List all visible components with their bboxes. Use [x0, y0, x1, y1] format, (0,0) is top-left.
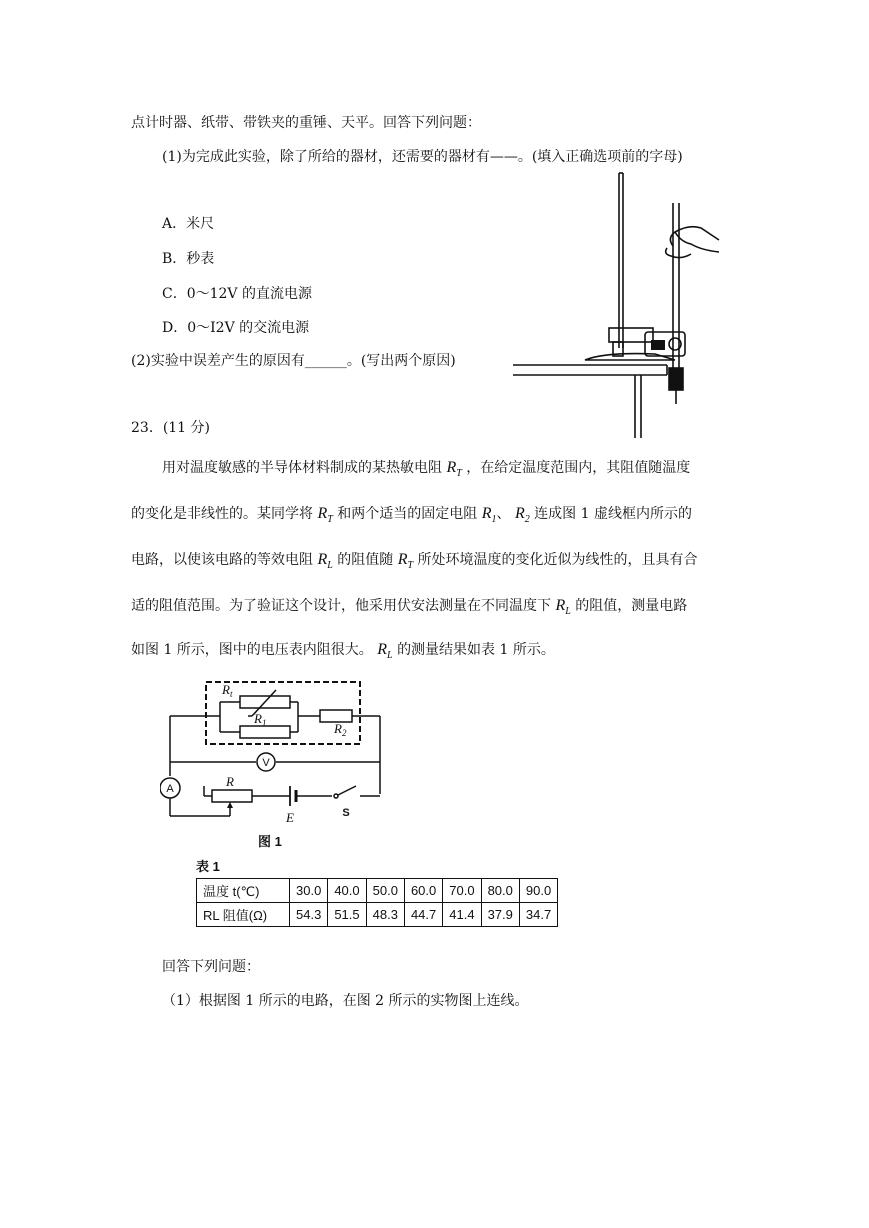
text: 如图 1 所示，图中的电压表内阻很大。 [131, 642, 373, 658]
table-cell: 48.3 [366, 903, 404, 927]
table-row [197, 903, 558, 927]
text: 电路，以使该电路的等效电阻 [131, 552, 313, 568]
text: 的测量结果如表 1 所示。 [397, 642, 555, 658]
symbol-rt: $R_T$ [397, 551, 414, 572]
table-cell: 80.0 [481, 879, 519, 903]
table-1 [196, 878, 558, 927]
para-line-4 [131, 597, 687, 621]
para-line-1 [162, 459, 690, 483]
question-23-heading: 23．(11 分) [131, 420, 211, 436]
symbol-rt: $R_T$ [446, 459, 462, 480]
sub-question-1: （1）根据图 1 所示的电路，在图 2 所示的实物图上连线。 [162, 993, 529, 1009]
table-cell: 50.0 [366, 879, 404, 903]
table-cell: 34.7 [519, 903, 557, 927]
question-1-text: (1)为完成此实验，除了所给的器材，还需要的器材有——。(填入正确选项前的字母) [162, 149, 683, 165]
symbol-rl: $R_L$ [317, 551, 333, 572]
text: 连成图 1 虚线框内所示的 [534, 506, 692, 522]
text: ，在给定温度范围内，其阻值随温度 [466, 460, 691, 476]
symbol-r1: $R_1$ [481, 505, 497, 526]
text: 的阻值随 [337, 552, 394, 568]
table-row [197, 879, 558, 903]
voltmeter-label: V [262, 757, 270, 769]
table-cell: 90.0 [519, 879, 557, 903]
para-line-5 [131, 641, 555, 665]
option-c: C．0～12V 的直流电源 [162, 286, 312, 302]
text: 、 [496, 506, 511, 522]
para-line-2 [131, 505, 692, 529]
table-cell: 60.0 [404, 879, 442, 903]
answer-prompt: 回答下列问题： [162, 959, 260, 975]
text: 适的阻值范围。为了验证这个设计，他采用伏安法测量在不同温度下 [131, 598, 551, 614]
text: 的变化是非线性的。某同学将 [131, 506, 313, 522]
option-a: A．米尺 [162, 216, 215, 232]
text: 和两个适当的固定电阻 [337, 506, 478, 522]
text: 用对温度敏感的半导体材料制成的某热敏电阻 [162, 460, 442, 476]
table-cell: 37.9 [481, 903, 519, 927]
text: 的阻值，测量电路 [575, 598, 688, 614]
symbol-r2: $R_2$ [514, 505, 530, 526]
symbol-rt: $R_T$ [317, 505, 333, 526]
table-cell: 41.4 [443, 903, 481, 927]
figure-1-circuit [160, 676, 400, 856]
table-cell: 30.0 [290, 879, 328, 903]
ammeter-label: A [166, 783, 174, 795]
table-row-head: 温度 t(℃) [197, 879, 290, 903]
table-row-head: RL 阻值(Ω) [197, 903, 290, 927]
symbol-rl: $R_L$ [555, 597, 571, 618]
label-rt: $R_t$ [222, 682, 233, 699]
label-r1: $R_1$ [254, 711, 267, 728]
text: 所处环境温度的变化近似为线性的，且具有合 [417, 552, 698, 568]
question-2-text: (2)实验中误差产生的原因有______。(写出两个原因) [131, 353, 456, 369]
table-cell: 51.5 [328, 903, 366, 927]
option-d: D．0～I2V 的交流电源 [162, 320, 310, 336]
label-r: R [226, 774, 234, 789]
apparatus-illustration [505, 168, 735, 440]
line-l1: 点计时器、纸带、带铁夹的重锤、天平。回答下列问题： [131, 115, 481, 131]
table-cell: 44.7 [404, 903, 442, 927]
table-cell: 54.3 [290, 903, 328, 927]
table-cell: 70.0 [443, 879, 481, 903]
symbol-rl: $R_L$ [377, 641, 393, 662]
figure-1-caption: 图 1 [258, 834, 282, 849]
para-line-3 [131, 551, 698, 575]
option-b: B．秒表 [162, 251, 215, 267]
switch-label: S [342, 807, 350, 819]
label-r2: $R_2$ [334, 721, 347, 738]
label-e: E [286, 810, 294, 825]
table-cell: 40.0 [328, 879, 366, 903]
table-1-title: 表 1 [196, 859, 220, 874]
